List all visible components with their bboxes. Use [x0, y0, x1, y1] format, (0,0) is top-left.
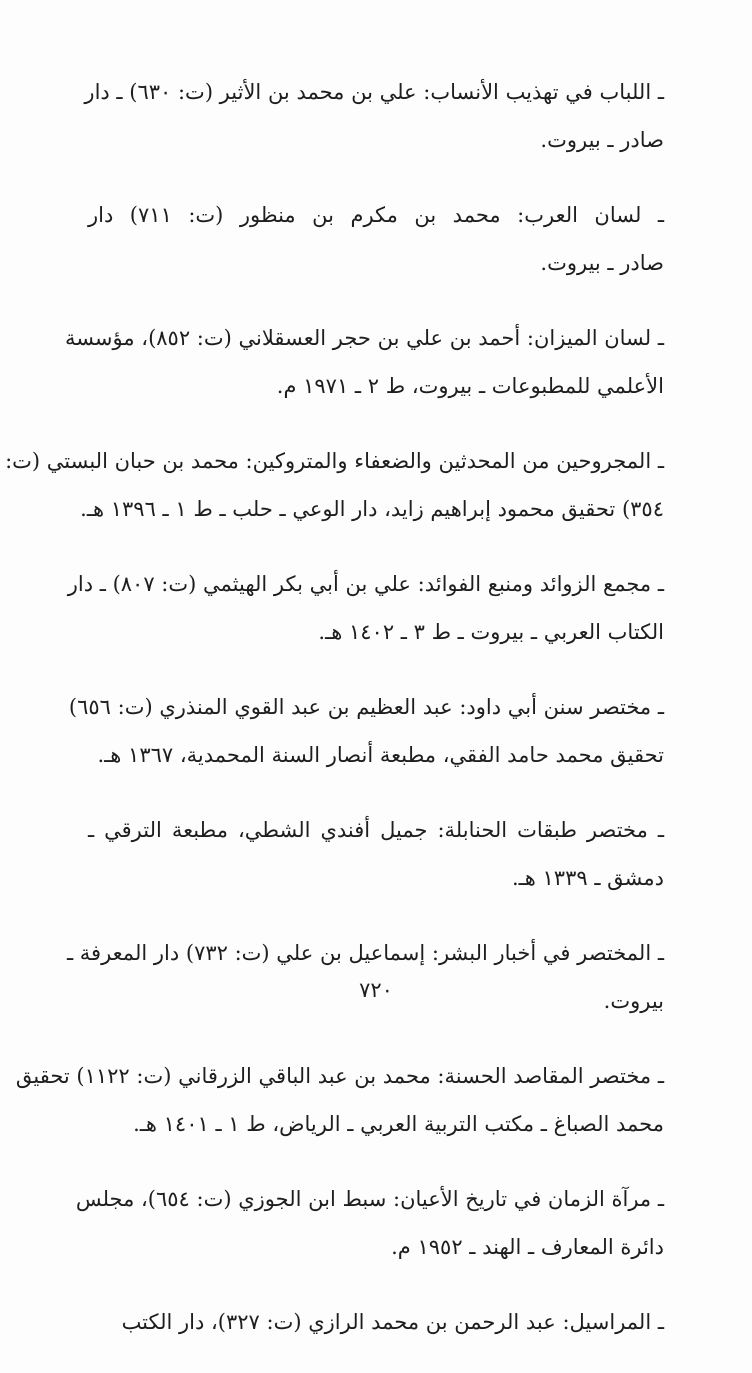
- bibliography-entry: [88, 191, 664, 287]
- bibliography-entry: [84, 68, 664, 164]
- entry-line: ـ المراسيل: عبد الرحمن بن محمد الرازي (ت: ٣٢٧)، دار الكتب: [121, 1310, 664, 1334]
- entry-line: دمشق ـ ١٣٣٩ هـ.: [511, 866, 664, 890]
- bibliography-entry: [88, 1298, 664, 1346]
- entry-line: بيروت.: [603, 989, 664, 1013]
- bibliography-entry: [67, 560, 664, 656]
- bibliography-entry: [5, 437, 664, 533]
- entry-line: ـ المختصر في أخبار البشر: إسماعيل بن علي (ت: ٧٣٢) دار المعرفة ـ: [66, 941, 664, 965]
- entry-line: ـ لسان العرب: محمد بن مكرم بن منظور (ت: ٧١١) دار: [88, 203, 664, 227]
- entry-line: ـ لسان الميزان: أحمد بن علي بن حجر العسقلاني (ت: ٨٥٢)، مؤسسة: [64, 326, 664, 350]
- entry-line: تحقيق محمد حامد الفقي، مطبعة أنصار السنة المحمدية، ١٣٦٧ هـ.: [97, 743, 664, 767]
- entry-line: ـ مرآة الزمان في تاريخ الأعيان: سبط ابن الجوزي (ت: ٦٥٤)، مجلس: [75, 1187, 664, 1211]
- entry-line: محمد الصباغ ـ مكتب التربية العربي ـ الرياض، ط ١ ـ ١٤٠١ هـ.: [133, 1112, 664, 1136]
- bibliography-entry: [15, 1052, 664, 1148]
- bibliography-list: [5, 68, 664, 1373]
- entry-line: ـ اللباب في تهذيب الأنساب: علي بن محمد بن الأثير (ت: ٦٣٠) ـ دار: [84, 80, 664, 104]
- bibliography-entry: [75, 1175, 664, 1271]
- entry-line: صادر ـ بيروت.: [540, 128, 664, 152]
- bibliography-entry: [68, 683, 664, 779]
- page-number: ٧٢٠: [359, 978, 393, 1002]
- entry-line: ـ مختصر سنن أبي داود: عبد العظيم بن عبد القوي المنذري (ت: ٦٥٦): [68, 695, 664, 719]
- bibliography-entry: [64, 314, 664, 410]
- bibliography-entry: [66, 929, 664, 1025]
- entry-line: ـ المجروحين من المحدثين والضعفاء والمتروكين: محمد بن حبان البستي (ت:: [5, 449, 664, 473]
- entry-line: صادر ـ بيروت.: [540, 251, 664, 275]
- entry-line: ـ مجمع الزوائد ومنبع الفوائد: علي بن أبي بكر الهيثمي (ت: ٨٠٧) ـ دار: [67, 572, 664, 596]
- entry-line: الكتاب العربي ـ بيروت ـ ط ٣ ـ ١٤٠٢ هـ.: [318, 620, 664, 644]
- entry-line: دائرة المعارف ـ الهند ـ ١٩٥٢ م.: [391, 1235, 664, 1259]
- entry-line: ٣٥٤) تحقيق محمود إبراهيم زايد، دار الوعي ـ حلب ـ ط ١ ـ ١٣٩٦ هـ.: [80, 497, 664, 521]
- bibliography-entry: [88, 806, 664, 902]
- entry-line: الأعلمي للمطبوعات ـ بيروت، ط ٢ ـ ١٩٧١ م.: [276, 374, 664, 398]
- entry-line: ـ مختصر المقاصد الحسنة: محمد بن عبد الباقي الزرقاني (ت: ١١٢٢) تحقيق: [15, 1064, 664, 1088]
- entry-line: ـ مختصر طبقات الحنابلة: جميل أفندي الشطي، مطبعة الترقي ـ: [88, 818, 664, 842]
